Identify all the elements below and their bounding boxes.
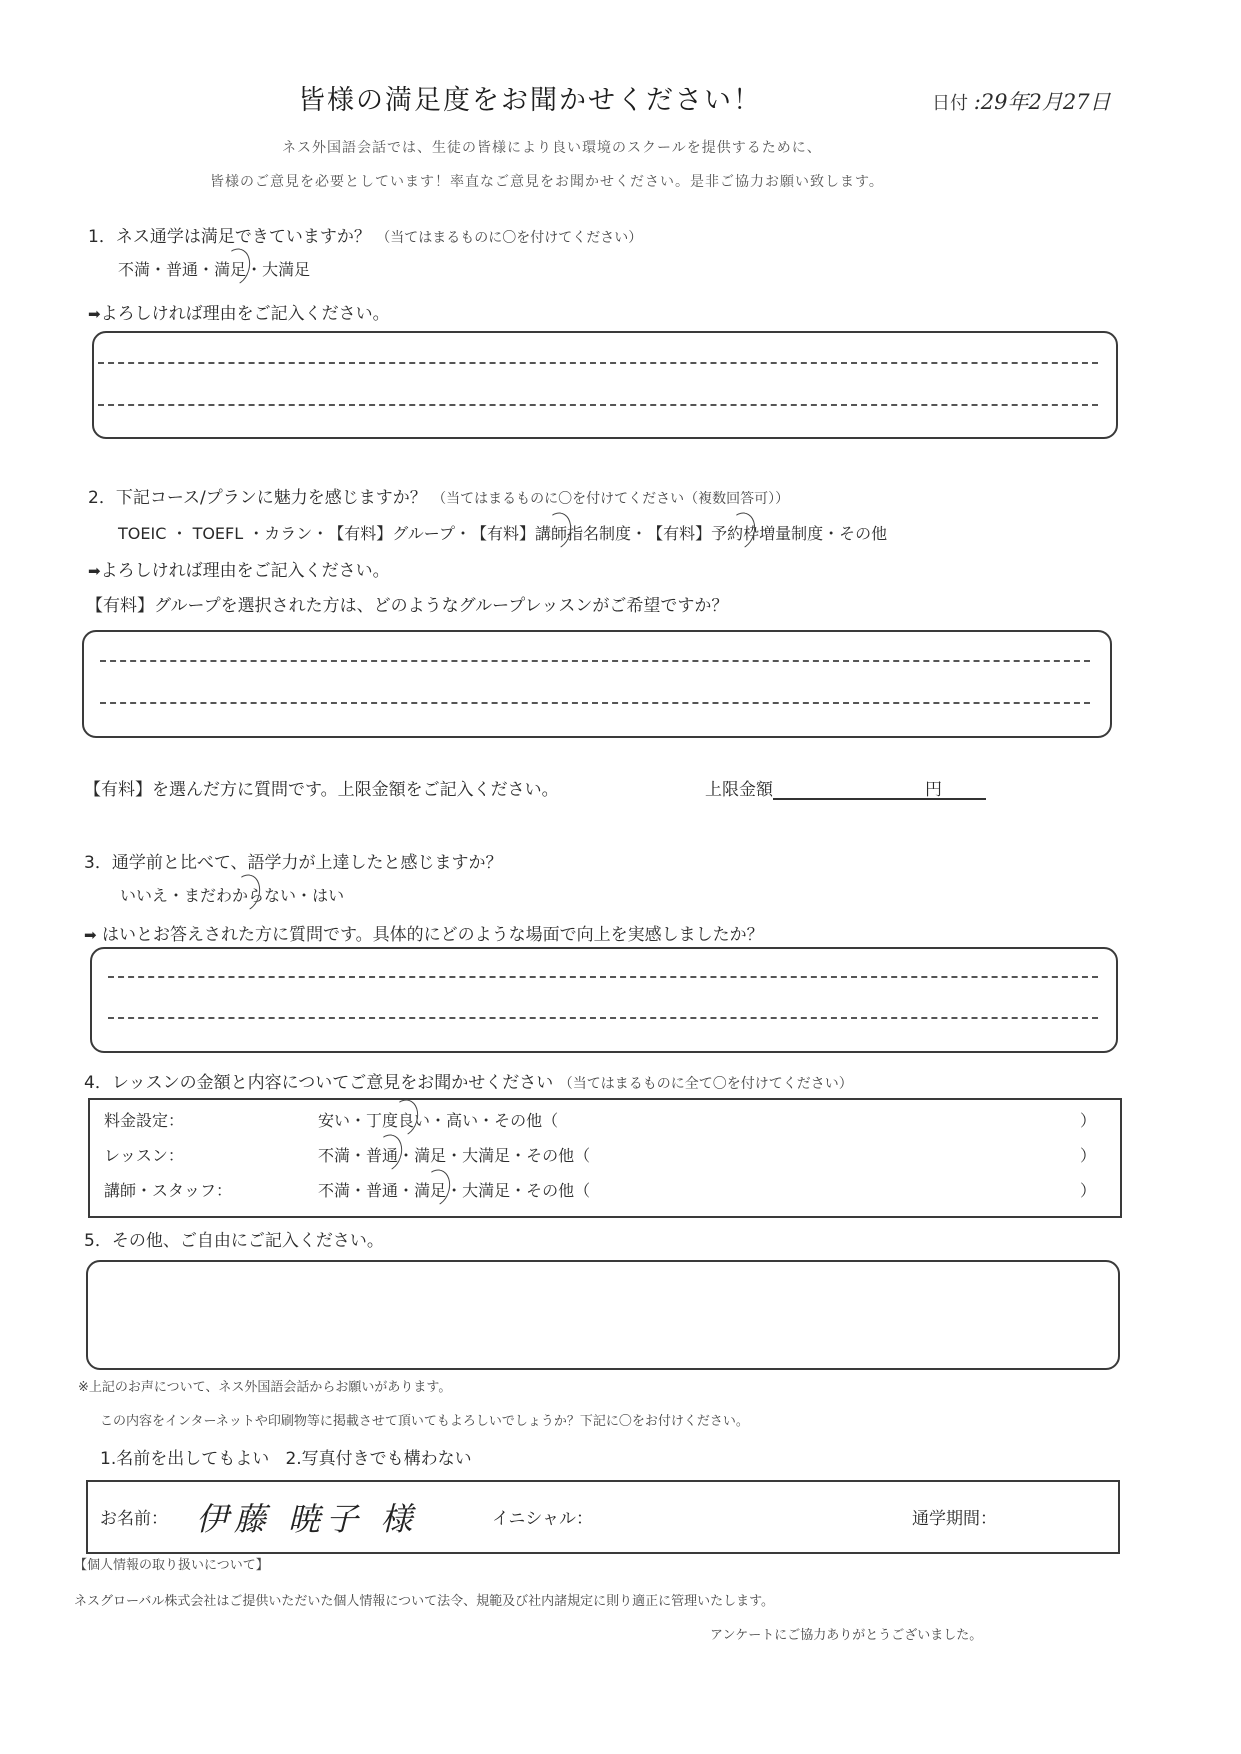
q2-group-textbox[interactable]	[82, 630, 1112, 738]
q4-row-staff-label: 講師・スタッフ：	[104, 1181, 233, 1200]
q4-row-lesson-label: レッスン：	[104, 1146, 184, 1165]
lesson-option-other[interactable]: その他（	[526, 1146, 591, 1165]
writing-line	[108, 1017, 1098, 1019]
q5-question: 5．その他、ご自由にご記入ください。	[84, 1231, 384, 1251]
paren-close: ）	[1080, 1181, 1097, 1200]
lesson-option-fuman[interactable]: 不満	[318, 1146, 351, 1165]
writing-line	[100, 702, 1090, 704]
q4-question-text: 4．レッスンの金額と内容についてご意見をお聞かせください	[84, 1073, 554, 1093]
q1-question	[88, 222, 642, 247]
staff-option-fuman[interactable]: 不満	[318, 1181, 351, 1200]
q2-question-text: 2．下記コース/プランに魅力を感じますか？	[88, 488, 427, 508]
arrow-right-icon: ➡	[88, 305, 101, 323]
lesson-option-daimanzoku[interactable]: 大満足	[462, 1146, 511, 1165]
separator: ・	[246, 260, 263, 279]
q1-reason-prompt-text: よろしければ理由をご記入ください。	[100, 304, 390, 324]
date-value: :29年2月27日	[973, 90, 1111, 114]
name-value[interactable]: 伊藤 暁子 様	[196, 1500, 419, 1538]
lesson-option-futsu-selected[interactable]: 普通	[366, 1143, 398, 1166]
limit-label: 上限金額	[705, 780, 773, 800]
writing-line	[100, 660, 1090, 662]
q1-note: （当てはまるものに〇を付けてください）	[376, 230, 643, 246]
q1-option-futsu[interactable]: 普通	[166, 260, 199, 279]
q1-options	[118, 257, 310, 280]
q2-limit-prompt: 【有料】を選んだ方に質問です。上限金額をご記入ください。	[84, 780, 559, 800]
consent-question: この内容をインターネットや印刷物等に掲載させて頂いてもよろしいでしょうか？下記に〇をお付けください。	[100, 1414, 749, 1429]
paren-close: ）	[1080, 1146, 1097, 1165]
separator: ・	[198, 260, 215, 279]
q2-limit-field[interactable]	[705, 775, 986, 800]
q1-question-text: 1．ネス通学は満足できていますか？	[88, 227, 371, 247]
q3-question: 3．通学前と比べて、語学力が上達したと感じますか？	[84, 853, 503, 873]
limit-unit: 円	[925, 780, 942, 800]
q3-options: いいえ・まだわからない・はい	[120, 883, 344, 906]
lesson-option-manzoku[interactable]: 満足	[414, 1146, 447, 1165]
q2-reason-prompt	[88, 556, 390, 581]
initial-label: イニシャル：	[492, 1509, 593, 1529]
q4-row-price-options: 安い・丁度良い・高い・その他（	[318, 1108, 558, 1131]
q3-option-not-sure-selected[interactable]: まだわからない	[184, 883, 296, 906]
writing-line	[98, 362, 1098, 364]
q2-option-teacher-nomination-selected[interactable]: 【有料】講師指名制度	[471, 521, 631, 544]
q1-reason-textbox[interactable]	[92, 331, 1118, 439]
q2-option-toeic[interactable]: TOEIC	[118, 524, 167, 543]
q1-option-manzoku-selected[interactable]: 満足	[214, 257, 246, 280]
q2-option-group[interactable]: 【有料】グループ	[328, 524, 456, 543]
q5-free-textbox[interactable]	[86, 1260, 1120, 1370]
intro-line-2: 皆様のご意見を必要としています！率直なご意見をお聞かせください。是非ご協力お願い致します。	[210, 174, 884, 190]
staff-option-other[interactable]: その他（	[526, 1181, 591, 1200]
initial-input[interactable]	[610, 1504, 810, 1526]
consent-note: ※上記のお声について、ネス外国語会話からお願いがあります。	[78, 1380, 452, 1395]
q4-row-lesson-options: 不満・普通・満足・大満足・その他（	[318, 1143, 590, 1166]
q4-table	[88, 1098, 1122, 1218]
q3-followup-prompt-text: はいとお答えされた方に質問です。具体的にどのような場面で向上を実感しましたか？	[101, 925, 764, 945]
q4-row-price-label: 料金設定：	[104, 1111, 185, 1130]
page-title: 皆様の満足度をお聞かせください！	[298, 85, 762, 116]
staff-option-futsu[interactable]: 普通	[366, 1181, 399, 1200]
q2-option-callan[interactable]: カラン	[264, 524, 313, 543]
q4-note: （当てはまるものに全て〇を付けてください）	[558, 1076, 853, 1092]
intro-line-1: ネス外国語会話では、生徒の皆様により良い環境のスクールを提供するために、	[282, 140, 822, 156]
period-label: 通学期間：	[912, 1509, 997, 1529]
thanks-text: アンケートにご協力ありがとうございました。	[710, 1628, 983, 1643]
q3-option-yes[interactable]: はい	[312, 886, 345, 905]
q2-option-other[interactable]: その他	[839, 524, 888, 543]
q1-option-daimanzoku[interactable]: 大満足	[262, 260, 311, 279]
writing-line	[108, 976, 1098, 978]
consent-option-name[interactable]: 1.名前を出してもよい	[100, 1449, 270, 1469]
price-option-expensive[interactable]: 高い	[446, 1111, 479, 1130]
period-input[interactable]	[1020, 1504, 1110, 1526]
price-option-just-right-selected[interactable]: 丁度良い	[366, 1108, 430, 1131]
paren-close: ）	[1080, 1111, 1097, 1130]
limit-underline-tail	[942, 780, 986, 800]
q4-row-staff-options: 不満・普通・満足・大満足・その他（	[318, 1178, 590, 1201]
date-label: 日付	[932, 93, 968, 114]
separator: ・	[150, 260, 167, 279]
q1-option-fuman[interactable]: 不満	[118, 260, 151, 279]
writing-line	[98, 404, 1098, 406]
price-option-cheap[interactable]: 安い	[318, 1111, 351, 1130]
q3-followup-prompt	[84, 920, 764, 945]
date-field[interactable]	[932, 86, 1111, 116]
price-option-other[interactable]: その他（	[494, 1111, 559, 1130]
q3-option-no[interactable]: いいえ	[120, 886, 169, 905]
q2-option-toefl[interactable]: TOEFL	[192, 524, 244, 543]
q4-question	[84, 1068, 853, 1093]
consent-options	[100, 1444, 472, 1469]
q2-question	[88, 483, 789, 508]
arrow-right-icon: ➡	[84, 926, 97, 944]
q2-group-prompt: 【有料】グループを選択された方は、どのようなグループレッスンがご希望ですか？	[86, 596, 729, 616]
q3-followup-textbox[interactable]	[90, 947, 1118, 1053]
privacy-heading: 【個人情報の取り扱いについて】	[74, 1558, 269, 1573]
q2-note: （当てはまるものに〇を付けてください（複数回答可））	[432, 491, 790, 507]
name-label: お名前：	[100, 1509, 168, 1529]
arrow-right-icon: ➡	[88, 562, 101, 580]
q2-reason-prompt-text: よろしければ理由をご記入ください。	[100, 561, 390, 581]
privacy-body: ネスグローバル株式会社はご提供いただいた個人情報について法令、規範及び社内諸規定に則り適正に管理いたします。	[74, 1594, 775, 1609]
q2-options: TOEIC ・ TOEFL ・カラン・【有料】グループ・【有料】講師指名制度・【有料】予約枠増量制度・その他	[118, 521, 887, 544]
consent-option-photo[interactable]: 2.写真付きでも構わない	[285, 1449, 472, 1469]
staff-option-manzoku-selected[interactable]: 満足	[414, 1178, 446, 1201]
q2-option-booking-increase-selected[interactable]: 【有料】予約枠増量制度	[647, 521, 823, 544]
q1-reason-prompt	[88, 299, 390, 324]
staff-option-daimanzoku[interactable]: 大満足	[462, 1181, 511, 1200]
